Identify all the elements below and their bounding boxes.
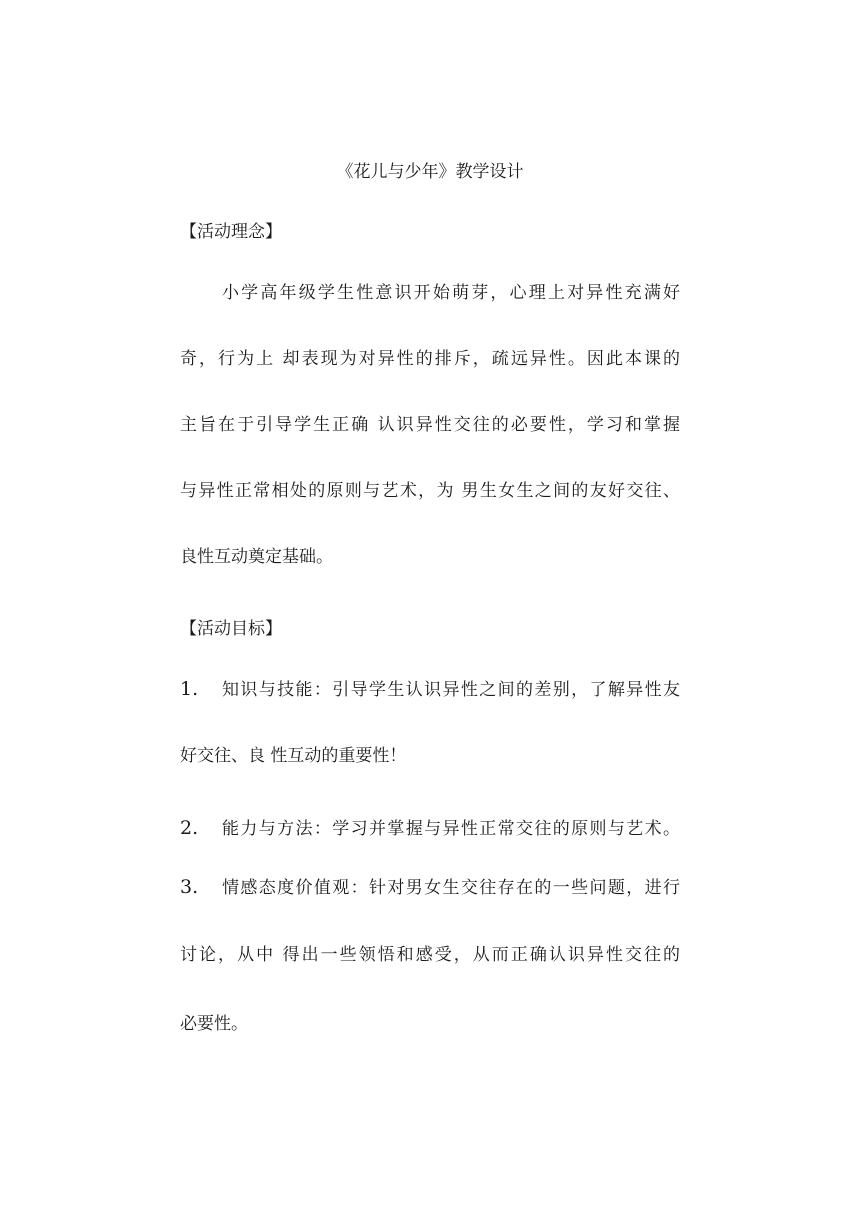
list-item-line: 必要性。 bbox=[180, 1014, 248, 1034]
paragraph-line: 小学高年级学生性意识开始萌芽，心理上对异性充满好 bbox=[222, 283, 680, 303]
list-item-line: 知识与技能：引导学生认识异性之间的差别，了解异性友 bbox=[222, 680, 680, 700]
list-item-line: 讨论，从中 得出一些领悟和感受，从而正确认识异性交往的 bbox=[180, 945, 680, 965]
list-item-line: 情感态度价值观：针对男女生交往存在的一些问题，进行 bbox=[222, 878, 680, 898]
list-item-number: 3. bbox=[180, 876, 199, 898]
section-heading-activity-concept: 【活动理念】 bbox=[180, 222, 282, 242]
paragraph-line: 良性互动奠定基础。 bbox=[180, 547, 333, 567]
list-item-number: 1. bbox=[180, 678, 199, 700]
paragraph-line: 奇，行为上 却表现为对异性的排斥，疏远异性。因此本课的 bbox=[180, 349, 680, 369]
paragraph-line: 主旨在于引导学生正确 认识异性交往的必要性，学习和掌握 bbox=[180, 415, 680, 435]
list-item-line: 好交往、良 性互动的重要性！ bbox=[180, 746, 407, 766]
list-item-number: 2. bbox=[180, 817, 199, 839]
list-item-line: 能力与方法：学习并掌握与异性正常交往的原则与艺术。 bbox=[222, 819, 680, 839]
document-title: 《花儿与少年》教学设计 bbox=[336, 162, 524, 182]
paragraph-line: 与异性正常相处的原则与艺术，为 男生女生之间的友好交往、 bbox=[180, 481, 680, 501]
section-heading-activity-goals: 【活动目标】 bbox=[180, 619, 282, 639]
